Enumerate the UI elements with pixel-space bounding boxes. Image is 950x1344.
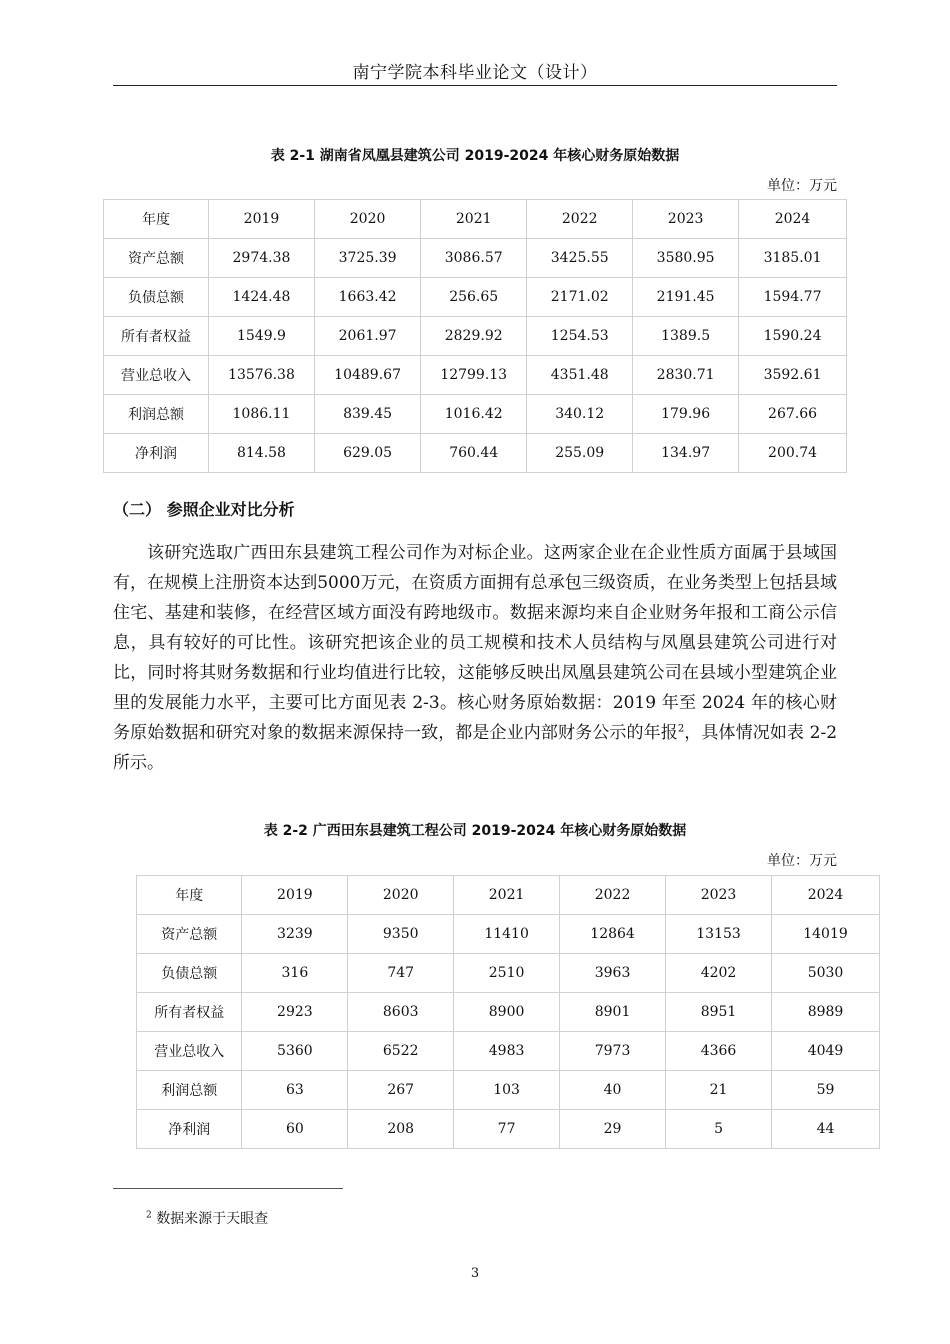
table-cell: 316 bbox=[242, 954, 348, 993]
table-cell: 40 bbox=[560, 1071, 666, 1110]
table-cell: 12799.13 bbox=[421, 356, 527, 395]
table-cell: 255.09 bbox=[527, 434, 633, 473]
row-label: 所有者权益 bbox=[137, 993, 242, 1032]
table-cell: 8951 bbox=[666, 993, 772, 1032]
table2-unit: 单位：万元 bbox=[767, 853, 837, 869]
row-label: 营业总收入 bbox=[104, 356, 209, 395]
column-header: 2019 bbox=[208, 200, 314, 239]
row-label: 所有者权益 bbox=[104, 317, 209, 356]
row-label: 营业总收入 bbox=[137, 1032, 242, 1071]
table-cell: 3963 bbox=[560, 954, 666, 993]
table-row bbox=[104, 317, 847, 356]
footnote-marker: 2 bbox=[146, 1210, 152, 1221]
table-cell: 1254.53 bbox=[527, 317, 633, 356]
table-cell: 5030 bbox=[772, 954, 880, 993]
table-cell: 29 bbox=[560, 1110, 666, 1149]
table-cell: 134.97 bbox=[633, 434, 739, 473]
table-cell: 1016.42 bbox=[421, 395, 527, 434]
table-row bbox=[104, 278, 847, 317]
column-header: 2019 bbox=[242, 876, 348, 915]
row-label: 资产总额 bbox=[104, 239, 209, 278]
table-cell: 3725.39 bbox=[315, 239, 421, 278]
table-cell: 6522 bbox=[348, 1032, 454, 1071]
table-cell: 60 bbox=[242, 1110, 348, 1149]
row-label: 利润总额 bbox=[137, 1071, 242, 1110]
table-row bbox=[104, 395, 847, 434]
table-cell: 1086.11 bbox=[208, 395, 314, 434]
table-cell: 2923 bbox=[242, 993, 348, 1032]
table-cell: 814.58 bbox=[208, 434, 314, 473]
column-header: 2023 bbox=[666, 876, 772, 915]
column-header: 2023 bbox=[633, 200, 739, 239]
column-header: 2021 bbox=[421, 200, 527, 239]
row-label: 利润总额 bbox=[104, 395, 209, 434]
table-cell: 839.45 bbox=[315, 395, 421, 434]
table-cell: 3086.57 bbox=[421, 239, 527, 278]
table-row bbox=[104, 239, 847, 278]
table-header-row bbox=[104, 200, 847, 239]
footnote bbox=[146, 1208, 268, 1228]
table-cell: 8901 bbox=[560, 993, 666, 1032]
table-cell: 179.96 bbox=[633, 395, 739, 434]
table-cell: 2191.45 bbox=[633, 278, 739, 317]
table2-caption: 表 2-2 广西田东县建筑工程公司 2019-2024 年核心财务原始数据 bbox=[263, 823, 687, 839]
column-header: 年度 bbox=[104, 200, 209, 239]
table-cell: 44 bbox=[772, 1110, 880, 1149]
paragraph-text-main: 该研究选取广西田东县建筑工程公司作为对标企业。这两家企业在企业性质方面属于县域国有，在规模上注册资本达到5000万元，在资质方面拥有总承包三级资质，在业务类型上包括县域住宅、基建和装修，在经营区域方面没有跨地级市。数据来源均来自企业财务年报和工商公示信息，具有较好的可比性。该研究把该企业的员工规模和技术人员结构与凤凰县建筑公司进行对比，同时将其财务数据和行业均值进行比较，这能够反映出凤凰县建筑公司在县域小型建筑企业里的发展能力水平，主要可比方面见表 2-3。核心财务原始数据：2019 年至 2024 年的核心财务原始数据和研究对象的数据来源保持一致，都是企业内部财务公示的年报 bbox=[113, 543, 837, 743]
table-cell: 14019 bbox=[772, 915, 880, 954]
table-cell: 1663.42 bbox=[315, 278, 421, 317]
table-header-row bbox=[137, 876, 880, 915]
column-header: 2024 bbox=[772, 876, 880, 915]
header-rule bbox=[113, 85, 837, 86]
table-cell: 256.65 bbox=[421, 278, 527, 317]
column-header: 2020 bbox=[315, 200, 421, 239]
table-cell: 4049 bbox=[772, 1032, 880, 1071]
table-cell: 77 bbox=[454, 1110, 560, 1149]
footnote-text: 数据来源于天眼查 bbox=[156, 1211, 269, 1227]
table-cell: 3185.01 bbox=[739, 239, 847, 278]
table-cell: 629.05 bbox=[315, 434, 421, 473]
table-cell: 3239 bbox=[242, 915, 348, 954]
table-cell: 21 bbox=[666, 1071, 772, 1110]
footnote-reference[interactable]: 2 bbox=[677, 723, 685, 735]
table-cell: 8900 bbox=[454, 993, 560, 1032]
table-cell: 4366 bbox=[666, 1032, 772, 1071]
page-header-title: 南宁学院本科毕业论文（设计） bbox=[352, 63, 598, 83]
table-row bbox=[137, 1110, 880, 1149]
table-cell: 1549.9 bbox=[208, 317, 314, 356]
table-cell: 2510 bbox=[454, 954, 560, 993]
body-paragraph bbox=[113, 538, 837, 778]
table-cell: 2171.02 bbox=[527, 278, 633, 317]
table-cell: 3425.55 bbox=[527, 239, 633, 278]
table-cell: 8989 bbox=[772, 993, 880, 1032]
table-cell: 63 bbox=[242, 1071, 348, 1110]
table-cell: 1594.77 bbox=[739, 278, 847, 317]
table-cell: 11410 bbox=[454, 915, 560, 954]
table-cell: 59 bbox=[772, 1071, 880, 1110]
table-row bbox=[137, 1071, 880, 1110]
table-cell: 2829.92 bbox=[421, 317, 527, 356]
column-header: 2024 bbox=[739, 200, 847, 239]
table-cell: 267.66 bbox=[739, 395, 847, 434]
table-cell: 4351.48 bbox=[527, 356, 633, 395]
table-cell: 747 bbox=[348, 954, 454, 993]
table-cell: 200.74 bbox=[739, 434, 847, 473]
table-cell: 12864 bbox=[560, 915, 666, 954]
table-cell: 2061.97 bbox=[315, 317, 421, 356]
table-cell: 103 bbox=[454, 1071, 560, 1110]
table2 bbox=[136, 875, 880, 1149]
footnote-rule bbox=[113, 1188, 343, 1189]
table1-unit: 单位：万元 bbox=[767, 178, 837, 194]
column-header: 2021 bbox=[454, 876, 560, 915]
table-cell: 8603 bbox=[348, 993, 454, 1032]
table-row bbox=[137, 993, 880, 1032]
table-cell: 13153 bbox=[666, 915, 772, 954]
table-cell: 1590.24 bbox=[739, 317, 847, 356]
row-label: 净利润 bbox=[104, 434, 209, 473]
table-cell: 7973 bbox=[560, 1032, 666, 1071]
section-heading: （二） 参照企业对比分析 bbox=[113, 500, 295, 519]
row-label: 负债总额 bbox=[137, 954, 242, 993]
table-cell: 10489.67 bbox=[315, 356, 421, 395]
table-cell: 1424.48 bbox=[208, 278, 314, 317]
table-cell: 5360 bbox=[242, 1032, 348, 1071]
table-cell: 4983 bbox=[454, 1032, 560, 1071]
column-header: 2020 bbox=[348, 876, 454, 915]
table-row bbox=[137, 954, 880, 993]
table-cell: 3580.95 bbox=[633, 239, 739, 278]
row-label: 净利润 bbox=[137, 1110, 242, 1149]
table-row bbox=[104, 356, 847, 395]
table-cell: 2974.38 bbox=[208, 239, 314, 278]
table-row bbox=[137, 1032, 880, 1071]
table-cell: 267 bbox=[348, 1071, 454, 1110]
table-cell: 1389.5 bbox=[633, 317, 739, 356]
column-header: 2022 bbox=[527, 200, 633, 239]
table1 bbox=[103, 199, 847, 473]
table1-caption: 表 2-1 湖南省凤凰县建筑公司 2019-2024 年核心财务原始数据 bbox=[270, 148, 680, 164]
table-cell: 9350 bbox=[348, 915, 454, 954]
column-header: 2022 bbox=[560, 876, 666, 915]
table-cell: 13576.38 bbox=[208, 356, 314, 395]
column-header: 年度 bbox=[137, 876, 242, 915]
table-cell: 5 bbox=[666, 1110, 772, 1149]
table-cell: 2830.71 bbox=[633, 356, 739, 395]
table-cell: 208 bbox=[348, 1110, 454, 1149]
row-label: 负债总额 bbox=[104, 278, 209, 317]
table-cell: 340.12 bbox=[527, 395, 633, 434]
table-row bbox=[137, 915, 880, 954]
row-label: 资产总额 bbox=[137, 915, 242, 954]
paragraph-text-end: ，具体情况如表 2-2 所示。 bbox=[113, 723, 838, 773]
table-row bbox=[104, 434, 847, 473]
table-cell: 4202 bbox=[666, 954, 772, 993]
table-cell: 760.44 bbox=[421, 434, 527, 473]
table-cell: 3592.61 bbox=[739, 356, 847, 395]
page-number: 3 bbox=[470, 1266, 480, 1281]
